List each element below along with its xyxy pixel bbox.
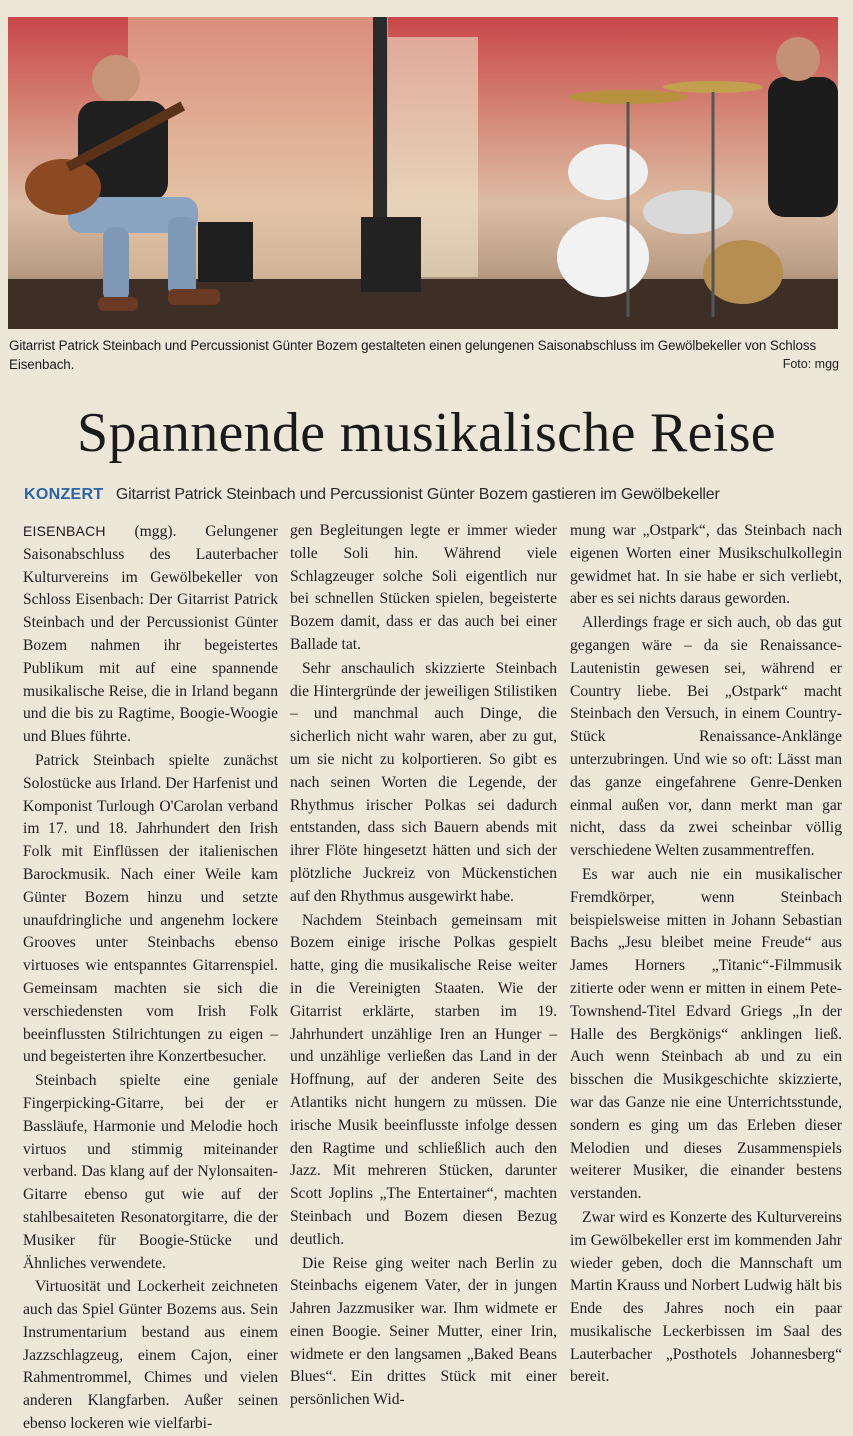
article-column-2 [290, 520, 557, 1409]
guitar-amp [198, 222, 253, 282]
article-paragraph [23, 520, 278, 749]
article-paragraph: Zwar wird es Konzerte des Kulturvereins im Gewölbekeller erst im kommenden Jahr wieder geben, doch die Mannschaft um Martin Krauss und Norbert Ludwig hält bis Ende des Jahres noch ein paar musikalische Leckerbissen im Saal des Lauterbacher „Posthotels Johannesberg“ bereit. [570, 1208, 842, 1386]
article-paragraph: Patrick Steinbach spielte zunächst Solostücke aus Irland. Der Harfenist und Komponist Turlough O'Carolan verband im 17. und 18. Jahrhundert den Irish Folk mit Einflüssen der italienischen Barockmusik. Nach einer Weile kam Günter Bozem hinzu und setzte unaufdringliche und angenehm lockere Grooves unter Steinbachs ebenso virtuoses wie entspanntes Gitarrenspiel. Gemeinsam machten sie sich die verschiedensten vom Irish Folk beeinflussten Stilrichtungen zu eigen – und begeisterten ihre Konzertbesucher. [23, 751, 278, 1066]
subheadline: Gitarrist Patrick Steinbach und Percussionist Günter Bozem gastieren im Gewölbekeller [115, 486, 720, 503]
article-paragraph: Allerdings frage er sich auch, ob das gut gegangen wäre – da sie Renaissance-Lautenistin gewesen sei, während er Country liebe. Bei „Ostpark“ macht Steinbach den Versuch, in einem Country-Stück Renaissance-Anklänge unterzubringen. Und wie so oft: Lässt man das ganze eingefahrene Genre-Denken einmal außen vor, dann merkt man gar nicht, dass da zwei scheinbar völlig verschiedene Welten zusammentreffen. [570, 614, 842, 860]
article-paragraph: Die Reise ging weiter nach Berlin zu Steinbachs eigenem Vater, der in jungen Jahren Jazzmusiker war. Ihm widmete er einen Boogie. Seiner Mutter, einer Irin, widmete er den langsamen „Baked Beans Blues“. Ein drittes Stück mit einer persönlichen Wid- [290, 1254, 557, 1409]
headline: Spannende musikalische Reise [77, 402, 776, 464]
article-paragraph: Nachdem Steinbach gemeinsam mit Bozem einige irische Polkas gespielt hatte, ging die musikalische Reise weiter in die Vereinigten Staaten. Wie der Gitarrist erklärte, starben im 19. Jahrhundert unzählige Iren an Hunger – und unzählige verließen das Land in der Hoffnung, auf der anderen Seite des Atlantiks nicht hungern zu müssen. Die irische Musik beeinflusste infolge dessen den Ragtime und schließlich auch den Jazz. Mit mehreren Stücken, darunter Scott Joplins „The Entertainer“, machten Steinbach und Bozem diesen Bezug deutlich. [290, 911, 557, 1248]
article-paragraph: gen Begleitungen legte er immer wieder tolle Soli hin. Während viele Schlagzeuger solche Soli eigentlich nur bei schnellen Stücken spielen, begeisterte Bozem damit, dass er das auch bei einer Ballade tat. [290, 522, 557, 653]
article-paragraph: Es war auch nie ein musikalischer Fremdkörper, wenn Steinbach beispielsweise mitten in Johann Sebastian Bachs „Jesu bleibet meine Freude“ aus James Horners „Titanic“-Filmmusik zitierte oder wenn er mitten in einem Pete-Townshend-Titel Edvard Griegs „In der Halle des Bergkönigs“ anklingen ließ. Auch wenn Steinbach ab und zu ein bisschen die Musikgeschichte skizzierte, war das Ganze nie eine Unterrichtsstunde, sondern es ging um das Erleben dieser Melodien und dieses Zusammenspiels weiterer Musiker, die einander bestens verstanden. [570, 865, 842, 1203]
concert-photo [8, 17, 838, 329]
photo-credit: Foto: mgg [782, 357, 839, 371]
article-paragraph: mung war „Ostpark“, das Steinbach nach eigenen Worten einer Musikschulkollegin gewidmet hat. In sie habe er sich verliebt, aber es sei nichts daraus geworden. [570, 522, 842, 608]
article-paragraph: Steinbach spielte eine geniale Fingerpicking-Gitarre, bei der er Bassläufe, Harmonie und Melodie hoch virtuos und stimmig miteinander verband. Das klang auf der Nylonsaiten-Gitarre ebenso gut wie auf der stahlbesaiteten Resonatorgitarre, die der Musiker für Boogie-Stücke und Ähnliches verwendete. [23, 1072, 278, 1272]
article-column-3 [570, 520, 842, 1386]
dateline: EISENBACH [23, 523, 106, 539]
stage-illustration [8, 17, 838, 329]
article-paragraph: Sehr anschaulich skizzierte Steinbach die Hintergründe der jeweiligen Stilistiken – und manchmal auch Dinge, die sicherlich nicht wahr waren, aber zu gut, um sie nicht zu kolportieren. So gibt es nach seinen Worten die Legende, der Rhythmus irischer Polkas sei dadurch entstanden, dass sich Bauern abends mit ihrer Flöte hingesetzt hätten und sich der plötzliche Juckreiz von Mückenstichen auf den Rhythmus ausgewirkt habe. [290, 659, 557, 905]
article-paragraph: Virtuosität und Lockerheit zeichneten auch das Spiel Günter Bozems aus. Sein Instrumentarium bestand aus einem Jazzschlagzeug, einem Cajon, einer Rahmentrommel, Chimes und vielen anderen Klangfarben. Außer seinen ebenso lockeren wie vielfarbi- [23, 1278, 278, 1433]
speaker-box [361, 217, 421, 292]
drummer-figure [557, 37, 838, 317]
kicker-row [24, 483, 844, 507]
mic-pole [373, 17, 387, 227]
kicker-label: KONZERT [24, 486, 104, 503]
article-column-1 [23, 520, 278, 1433]
photo-caption: Gitarrist Patrick Steinbach und Percussionist Günter Bozem gestalteten einen gelungenen Saisonabschluss im Gewölbekeller von Schloss Eisenbach. [9, 338, 817, 372]
paragraph-text: (mgg). Gelungener Saisonabschluss des Lauterbacher Kulturvereins im Gewölbekeller von Schloss Eisenbach: Der Gitarrist Patrick Steinbach und der Percussionist Günter Bozem nahmen ihr begeistertes Publikum mit auf eine spannende musikalische Reise, die in Irland begann und die bis zu Ragtime, Boogie-Woogie und Blues führte. [23, 523, 278, 746]
